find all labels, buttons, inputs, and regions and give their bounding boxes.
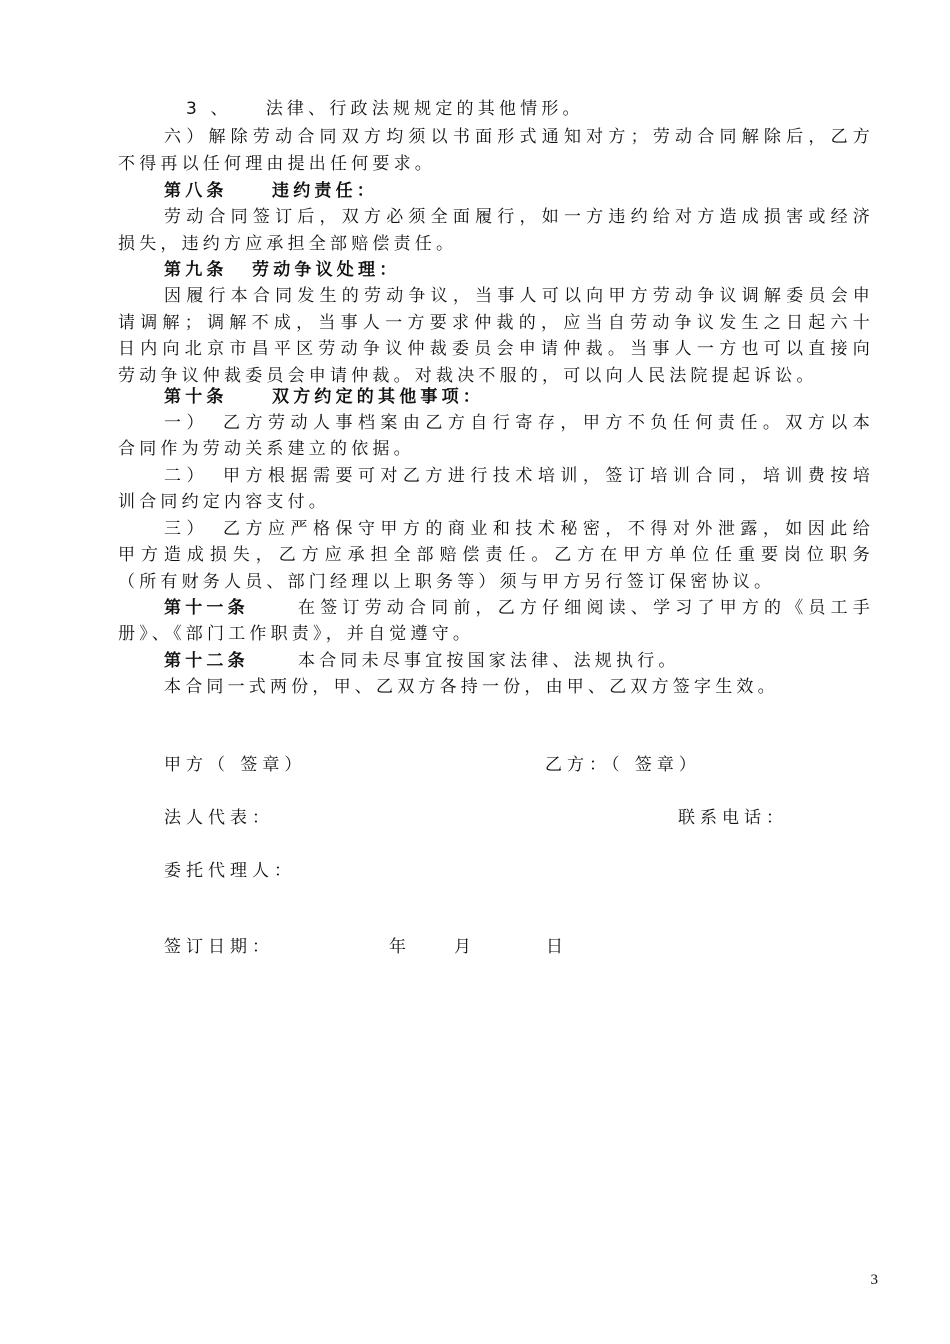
article-heading-12: 第十二条 bbox=[164, 651, 249, 671]
clause-line: 二） 甲方根据需要可对乙方进行技术培训，签订培训合同，培训费按培 bbox=[164, 466, 874, 486]
party-b-signature-label: 乙方：（ 签章） bbox=[545, 755, 701, 775]
clause-line: （所有财务人员、部门经理以上职务等）须与甲方另行签订保密协议。 bbox=[118, 572, 776, 592]
clause-line: 劳动争议仲裁委员会申请仲裁。对裁决不服的，可以向人民法院提起诉讼。 bbox=[118, 366, 818, 386]
signing-date-label: 签订日期： bbox=[164, 937, 274, 957]
clause-line: 甲方造成损失，乙方应承担全部赔偿责任。乙方在甲方单位任重要岗位职务 bbox=[118, 545, 874, 565]
date-day-label: 日 bbox=[546, 937, 568, 957]
article-heading-9: 第九条 bbox=[164, 260, 228, 280]
clause-line: 劳动合同签订后，双方必须全面履行，如一方违约给对方造成损害或经济 bbox=[164, 207, 874, 227]
clause-line: 三） 乙方应严格保守甲方的商业和技术秘密，不得对外泄露，如因此给 bbox=[164, 519, 874, 539]
page-number: 3 bbox=[870, 1272, 878, 1288]
clause-line: 在签订劳动合同前，乙方仔细阅读、学习了甲方的《员工手 bbox=[298, 598, 874, 618]
contact-phone-label: 联系电话： bbox=[678, 808, 788, 828]
date-year-label: 年 bbox=[389, 937, 411, 957]
article-heading-11: 第十一条 bbox=[164, 598, 249, 618]
clause-line: 3 、 法律、行政法规规定的其他情形。 bbox=[186, 99, 584, 119]
article-title-9: 劳动争议处理： bbox=[252, 260, 401, 280]
clause-line: 不得再以任何理由提出任何要求。 bbox=[118, 154, 436, 174]
clause-line: 册》、《部门工作职责》，并自觉遵守。 bbox=[118, 624, 475, 644]
clause-line: 因履行本合同发生的劳动争议，当事人可以向甲方劳动争议调解委员会申 bbox=[164, 286, 874, 306]
clause-line: 请调解；调解不成，当事人一方要求仲裁的，应当自劳动争议发生之日起六十 bbox=[118, 313, 874, 333]
article-title-10: 双方约定的其他事项： bbox=[272, 387, 484, 407]
clause-line: 训合同约定内容支付。 bbox=[118, 492, 330, 512]
date-month-label: 月 bbox=[454, 937, 476, 957]
clause-line: 损失，违约方应承担全部赔偿责任。 bbox=[118, 234, 458, 254]
article-heading-10: 第十条 bbox=[164, 387, 228, 407]
clause-line: 一） 乙方劳动人事档案由乙方自行寄存，甲方不负任何责任。双方以本 bbox=[164, 413, 874, 433]
clause-line: 本合同一式两份，甲、乙双方各持一份，由甲、乙双方签字生效。 bbox=[164, 677, 779, 697]
legal-representative-label: 法人代表： bbox=[164, 808, 274, 828]
clause-line: 六）解除劳动合同双方均须以书面形式通知对方；劳动合同解除后，乙方 bbox=[164, 127, 874, 147]
clause-line: 合同作为劳动关系建立的依据。 bbox=[118, 439, 415, 459]
clause-line: 日内向北京市昌平区劳动争议仲裁委员会申请仲裁。当事人一方也可以直接向 bbox=[118, 339, 874, 359]
clause-line: 本合同未尽事宜按国家法律、法规执行。 bbox=[298, 651, 680, 671]
article-title-8: 违约责任： bbox=[272, 181, 378, 201]
article-heading-8: 第八条 bbox=[164, 181, 228, 201]
authorized-agent-label: 委托代理人： bbox=[164, 861, 296, 881]
party-a-signature-label: 甲方（ 签章） bbox=[164, 755, 307, 775]
